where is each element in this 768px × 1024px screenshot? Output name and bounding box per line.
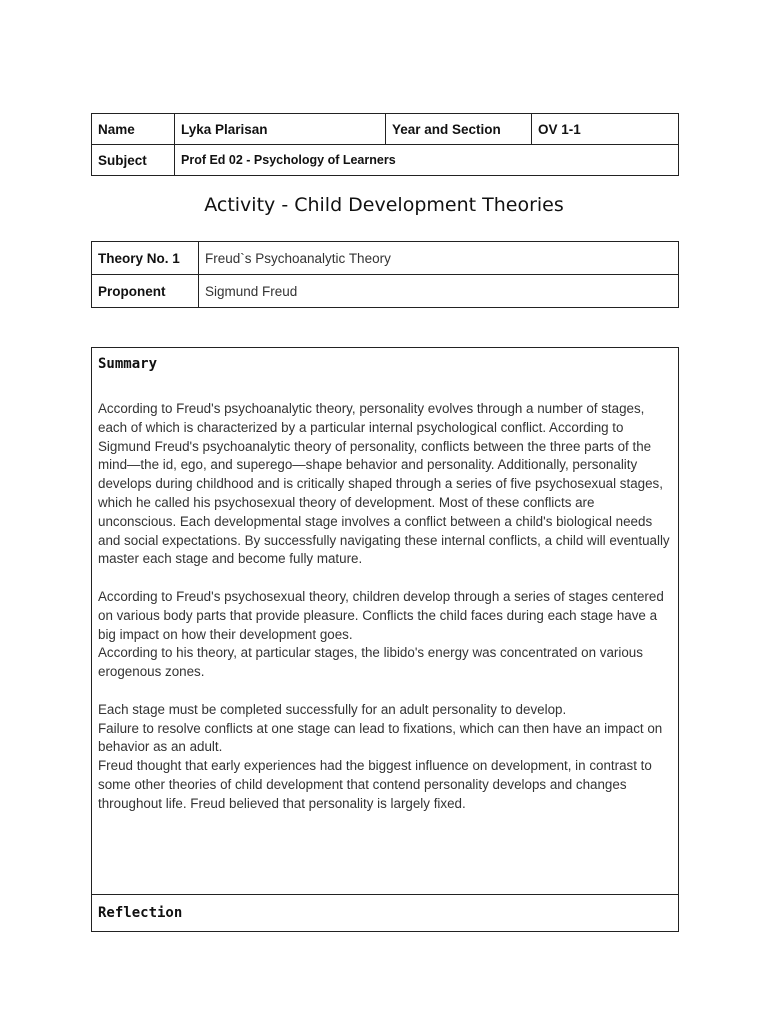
summary-paragraph: According to his theory, at particular stages, the libido's energy was concentrated on various erogenous zones. <box>98 645 643 680</box>
summary-paragraph: According to Freud's psychosexual theory, children develop through a series of stages centered on various body parts that provide pleasure. Conflicts the child faces during each stage have a big impact on how their development goes. <box>98 588 664 642</box>
reflection-heading: Reflection <box>98 905 183 921</box>
theory-row <box>92 242 679 275</box>
reflection-section <box>91 894 679 932</box>
proponent-row <box>92 275 679 308</box>
subject-value: Prof Ed 02 - Psychology of Learners <box>175 145 679 176</box>
year-section-value: OV 1-1 <box>532 114 679 145</box>
summary-section <box>91 347 679 895</box>
document-title: Activity - Child Development Theories <box>204 194 564 216</box>
year-section-label: Year and Section <box>386 114 532 145</box>
theory-name: Freud`s Psychoanalytic Theory <box>199 242 679 275</box>
summary-body <box>98 400 674 814</box>
student-info-table <box>91 113 679 176</box>
theory-number-label: Theory No. 1 <box>92 242 199 275</box>
theory-table <box>91 241 679 308</box>
info-row-name <box>92 114 679 145</box>
proponent-value: Sigmund Freud <box>199 275 679 308</box>
info-row-subject <box>92 145 679 176</box>
subject-label: Subject <box>92 145 175 176</box>
name-value: Lyka Plarisan <box>175 114 386 145</box>
summary-paragraph: Freud thought that early experiences had the biggest influence on development, in contrast to some other theories of child development that contend personality develops and changes throughout life. Freud believed that personality is largely fixed. <box>98 758 652 811</box>
name-label: Name <box>92 114 175 145</box>
summary-paragraph: Each stage must be completed successfully for an adult personality to develop. <box>98 701 567 717</box>
summary-paragraph: Failure to resolve conflicts at one stage can lead to fixations, which can then have an impact on behavior as an adult. <box>98 720 663 755</box>
proponent-label: Proponent <box>92 275 199 308</box>
summary-paragraph: According to Freud's psychoanalytic theory, personality evolves through a number of stages, each of which is characterized by a particular internal psychological conflict. According to Sigmund Freud's psychoanalytic theory of personality, conflicts between the three parts of the mind—the id, ego, and superego—shape behavior and personality. Additionally, personality develops during childhood and is critically shaped through a series of five psychosexual stages, which he called his psychosexual theory of development. Most of these conflicts are unconscious. Each developmental stage involves a conflict between a child's biological needs and social expectations. By successfully navigating these internal conflicts, a child will eventually master each stage and become fully mature. <box>98 401 670 567</box>
summary-heading: Summary <box>98 356 158 372</box>
